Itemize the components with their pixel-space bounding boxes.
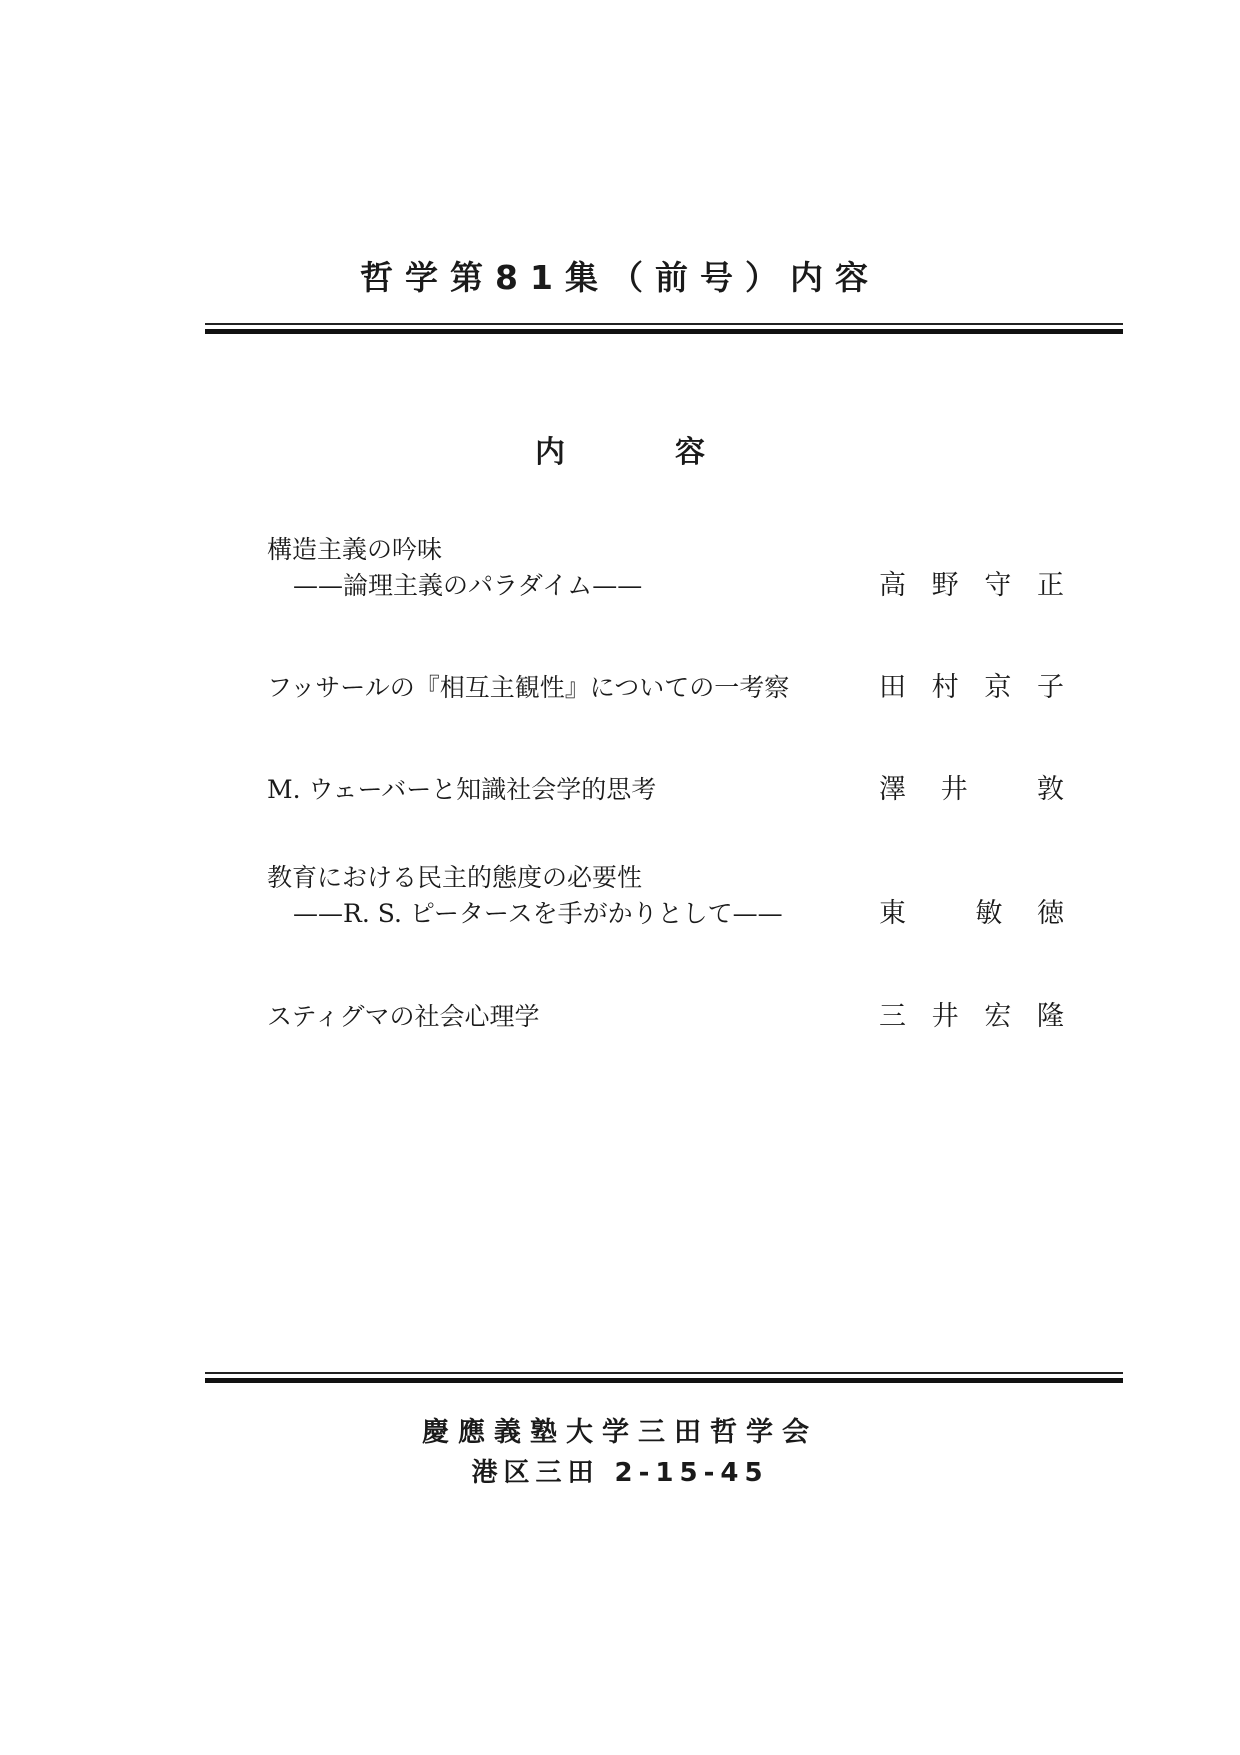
entry-author bbox=[879, 670, 1064, 706]
toc-entry-5 bbox=[267, 999, 1067, 1035]
entry-title: M. ウェーバーと知識社会学的思考 bbox=[267, 775, 657, 804]
author-char: 澤 bbox=[879, 774, 906, 805]
entry-author bbox=[879, 568, 1064, 604]
entry-author bbox=[879, 772, 1064, 808]
entry-title: スティグマの社会心理学 bbox=[267, 1002, 540, 1031]
publisher-name: 慶應義塾大学三田哲学会 bbox=[422, 1417, 818, 1448]
author-char: 守 bbox=[984, 570, 1012, 601]
page-title: 哲学第81集（前号）内容 bbox=[360, 258, 880, 297]
publisher-address: 港区三田 2-15-45 bbox=[471, 1458, 769, 1488]
entry-subtitle: ——論理主義のパラダイム—— bbox=[293, 571, 643, 600]
author-char: 田 bbox=[879, 672, 906, 703]
top-double-rule bbox=[205, 323, 1123, 334]
author-char: 井 bbox=[931, 1001, 959, 1032]
toc-entry-3 bbox=[267, 772, 1067, 808]
entry-title: フッサールの『相互主観性』についての一考察 bbox=[267, 673, 790, 702]
author-char: 敦 bbox=[1036, 774, 1064, 805]
toc-entry-2 bbox=[267, 670, 1067, 706]
author-char: 徳 bbox=[1036, 898, 1064, 929]
author-char: 村 bbox=[931, 672, 959, 703]
author-char: 三 bbox=[879, 1001, 906, 1032]
entry-title: 教育における民主的態度の必要性 bbox=[267, 863, 643, 892]
bottom-double-rule bbox=[205, 1372, 1123, 1383]
author-char: 野 bbox=[931, 570, 959, 601]
author-char: 井 bbox=[940, 774, 968, 805]
author-char: 東 bbox=[879, 898, 906, 929]
entry-title: 構造主義の吟味 bbox=[267, 535, 443, 564]
author-char: 子 bbox=[1036, 672, 1064, 703]
entry-subtitle: ——R. S. ピータースを手がかりとして—— bbox=[293, 899, 783, 928]
entry-author bbox=[879, 999, 1064, 1035]
entry-author bbox=[879, 896, 1064, 932]
toc-entry-1 bbox=[267, 532, 1067, 601]
author-char: 正 bbox=[1036, 570, 1064, 601]
toc-entry-4 bbox=[267, 860, 1067, 929]
author-char: 隆 bbox=[1036, 1001, 1064, 1032]
author-char: 敏 bbox=[975, 898, 1003, 929]
contents-heading: 内容 bbox=[535, 435, 815, 470]
author-char: 高 bbox=[879, 570, 906, 601]
author-char: 京 bbox=[984, 672, 1012, 703]
author-char: 宏 bbox=[984, 1001, 1012, 1032]
